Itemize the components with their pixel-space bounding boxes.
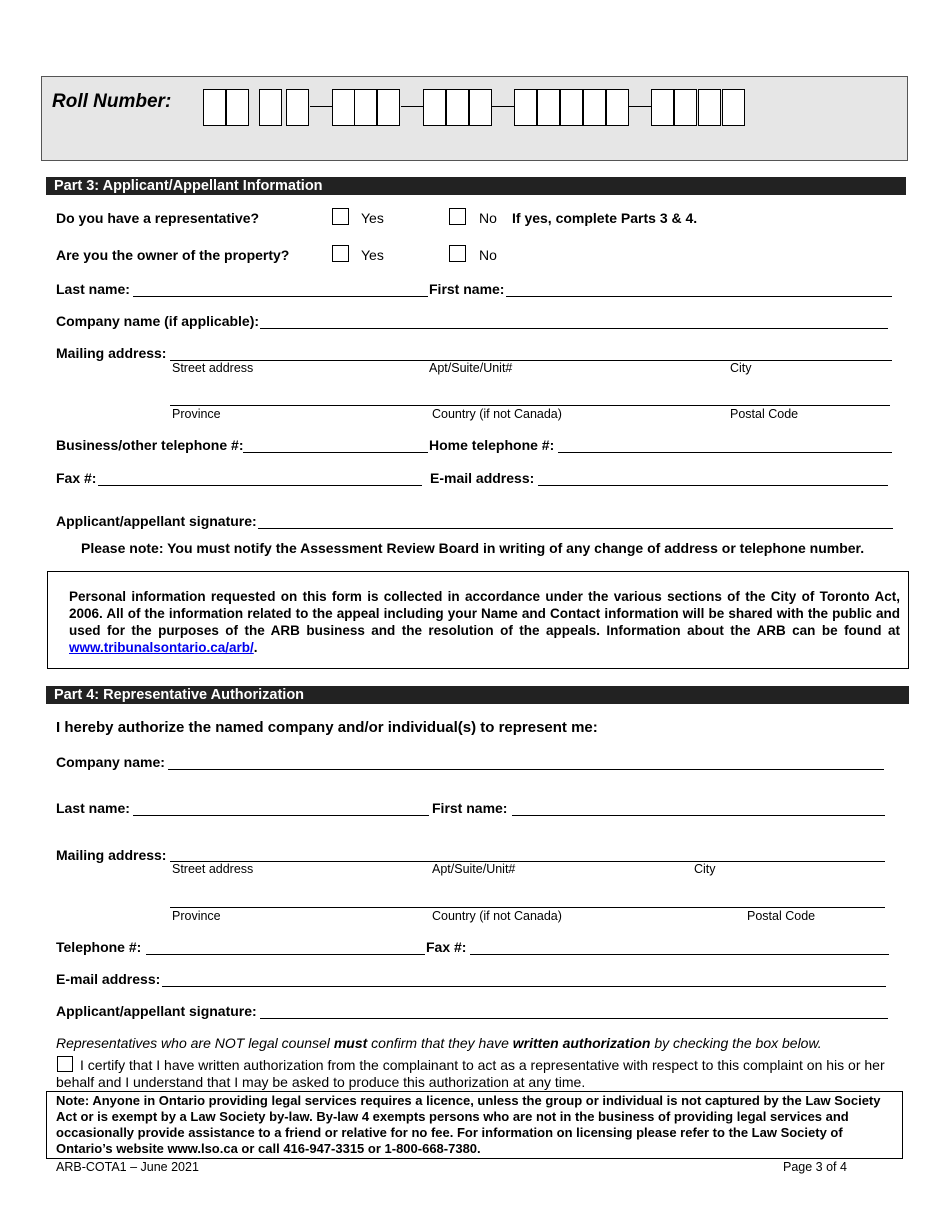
rep-signature-label: Applicant/appellant signature:	[56, 1003, 257, 1019]
postal-code-caption: Postal Code	[730, 407, 799, 421]
reps-text-3: by checking the box below.	[650, 1035, 822, 1051]
roll-digit-box[interactable]	[698, 89, 721, 126]
page-number: Page 3 of 4	[783, 1160, 847, 1174]
roll-separator	[401, 106, 423, 107]
roll-digit-box[interactable]	[514, 89, 537, 126]
roll-separator	[310, 106, 332, 107]
legal-note: Note: Anyone in Ontario providing legal services requires a licence, unless the group or individual is not captured by the Law Society Act or is exempt by a Law Society by-law. By-law 4 exempts persons who are not in the business of providing legal services and occasionally provide assistance to a friend or relative for no fee. For information on licensing please refer to the Law Society of Ontario’s website www.lso.ca or call 416-947-3315 or 1-800-668-7380.	[56, 1093, 881, 1156]
rep-province-caption: Province	[172, 909, 221, 923]
roll-digit-box[interactable]	[286, 89, 309, 126]
signature-field[interactable]	[258, 510, 893, 529]
roll-digit-box[interactable]	[203, 89, 226, 126]
roll-digit-box[interactable]	[674, 89, 697, 126]
rep-country-caption: Country (if not Canada)	[432, 909, 562, 923]
rep-telephone-field[interactable]	[146, 936, 425, 955]
rep-company-name-field[interactable]	[168, 751, 884, 770]
representative-yes-checkbox[interactable]	[332, 208, 349, 225]
rep-mailing-address-label: Mailing address:	[56, 847, 167, 863]
rep-first-name-field[interactable]	[512, 797, 885, 816]
business-phone-label: Business/other telephone #:	[56, 437, 244, 453]
reps-written-authorization: written authorization	[512, 1035, 651, 1051]
mailing-address-line2-field[interactable]	[170, 387, 890, 406]
reps-text-1: Representatives who are NOT legal counsel	[56, 1035, 334, 1051]
rep-postal-code-caption: Postal Code	[747, 909, 816, 923]
roll-digit-box[interactable]	[722, 89, 745, 126]
rep-telephone-label: Telephone #:	[56, 939, 142, 955]
owner-question: Are you the owner of the property?	[56, 247, 290, 263]
home-phone-field[interactable]	[558, 434, 892, 453]
tribunals-ontario-link[interactable]: www.tribunalsontario.ca/arb/	[69, 640, 254, 655]
privacy-notice-end: .	[253, 640, 258, 655]
mailing-address-label: Mailing address:	[56, 345, 167, 361]
owner-yes-label: Yes	[361, 247, 384, 263]
company-name-field[interactable]	[260, 310, 888, 329]
roll-digit-box[interactable]	[423, 89, 446, 126]
first-name-label: First name:	[429, 281, 505, 297]
fax-field[interactable]	[98, 467, 422, 486]
roll-digit-box[interactable]	[446, 89, 469, 126]
country-caption: Country (if not Canada)	[432, 407, 562, 421]
rep-last-name-field[interactable]	[133, 797, 429, 816]
rep-fax-label: Fax #:	[426, 939, 467, 955]
rep-company-name-label: Company name:	[56, 754, 165, 770]
reps-must: must	[333, 1035, 368, 1051]
form-id: ARB-COTA1 – June 2021	[56, 1160, 199, 1174]
roll-digit-box[interactable]	[332, 89, 355, 126]
representative-question: Do you have a representative?	[56, 210, 260, 226]
please-note: Please note: You must notify the Assessment Review Board in writing of any change of address or telephone number.	[81, 540, 865, 556]
last-name-label: Last name:	[56, 281, 130, 297]
part4-header: Part 4: Representative Authorization	[46, 686, 909, 704]
rep-mailing-address-line1-field[interactable]	[170, 843, 885, 862]
representative-no-label: No	[479, 210, 497, 226]
roll-digit-box[interactable]	[226, 89, 249, 126]
roll-digit-box[interactable]	[259, 89, 282, 126]
privacy-notice	[69, 588, 900, 656]
email-field[interactable]	[538, 467, 888, 486]
roll-digit-box[interactable]	[469, 89, 492, 126]
certify-authorization-text: I certify that I have written authorization from the complainant to act as a representative with respect to this complaint on his or her behalf and I understand that I may be asked to produce this authorization at any time.	[56, 1057, 885, 1090]
authorization-intro: I hereby authorize the named company and/or individual(s) to represent me:	[56, 719, 598, 736]
rep-fax-field[interactable]	[470, 936, 889, 955]
rep-mailing-address-line2-field[interactable]	[170, 889, 885, 908]
business-phone-field[interactable]	[243, 434, 428, 453]
rep-city-caption: City	[694, 862, 716, 876]
roll-digit-box[interactable]	[606, 89, 629, 126]
home-phone-label: Home telephone #:	[429, 437, 555, 453]
part3-header: Part 3: Applicant/Appellant Information	[46, 177, 906, 195]
rep-signature-field[interactable]	[260, 1000, 888, 1019]
rep-first-name-label: First name:	[432, 800, 508, 816]
rep-street-address-caption: Street address	[172, 862, 254, 876]
company-name-label: Company name (if applicable):	[56, 313, 260, 329]
email-label: E-mail address:	[430, 470, 535, 486]
mailing-address-line1-field[interactable]	[170, 342, 892, 361]
representative-instruction: If yes, complete Parts 3 & 4.	[512, 210, 698, 226]
roll-digit-box[interactable]	[354, 89, 377, 126]
roll-number-label: Roll Number:	[52, 91, 172, 112]
representative-yes-label: Yes	[361, 210, 384, 226]
last-name-field[interactable]	[133, 278, 428, 297]
owner-yes-checkbox[interactable]	[332, 245, 349, 262]
roll-digit-box[interactable]	[651, 89, 674, 126]
rep-last-name-label: Last name:	[56, 800, 130, 816]
owner-no-label: No	[479, 247, 497, 263]
representative-no-checkbox[interactable]	[449, 208, 466, 225]
rep-email-label: E-mail address:	[56, 971, 161, 987]
roll-digit-box[interactable]	[537, 89, 560, 126]
rep-apt-caption: Apt/Suite/Unit#	[432, 862, 516, 876]
roll-digit-box[interactable]	[377, 89, 400, 126]
roll-separator	[629, 106, 651, 107]
representatives-instruction	[56, 1035, 822, 1051]
rep-email-field[interactable]	[162, 968, 886, 987]
street-address-caption: Street address	[172, 361, 254, 375]
first-name-field[interactable]	[506, 278, 892, 297]
fax-label: Fax #:	[56, 470, 97, 486]
apt-caption: Apt/Suite/Unit#	[429, 361, 513, 375]
privacy-notice-text: Personal information requested on this form is collected in accordance under the various sections of the City of Toronto Act, 2006. All of the information related to the appeal including your Name and Contact information will be shared with the public and used for the purposes of the ARB business and the resolution of the appeals. Information about the ARB can be found at	[69, 589, 900, 638]
signature-label: Applicant/appellant signature:	[56, 513, 257, 529]
province-caption: Province	[172, 407, 221, 421]
owner-no-checkbox[interactable]	[449, 245, 466, 262]
roll-digit-box[interactable]	[560, 89, 583, 126]
roll-digit-box[interactable]	[583, 89, 606, 126]
city-caption: City	[730, 361, 752, 375]
reps-text-2: confirm that they have	[367, 1035, 513, 1051]
roll-separator	[492, 106, 514, 107]
